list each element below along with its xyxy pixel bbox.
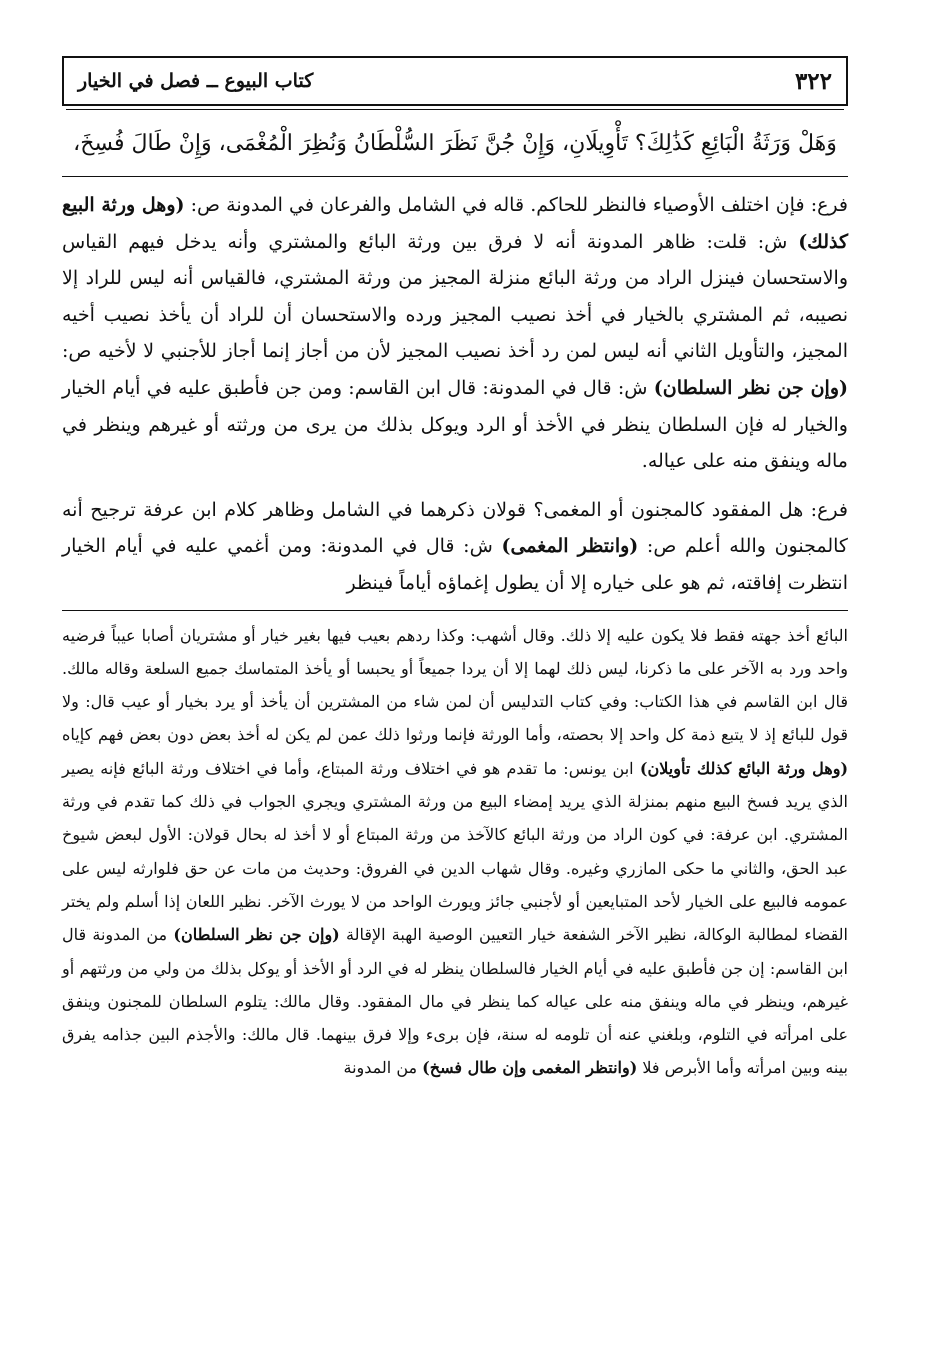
matn-quote: (وهل ورثة البائع كذلك تأويلان) [639,758,849,778]
page-number: ٣٢٢ [794,67,832,95]
footnote-paragraph [62,619,848,1085]
footnote-text: ابن يونس: ما تقدم هو في اختلاف ورثة المبتاع، وأما في اختلاف ورثة البائع فإنه يصير الذي يريد فسخ البيع منهم بمنزلة الذي يريد إمضاء البيع من ورثة المشتري ويجري الجواب في ذلك كما تقدم في ورثة المشتري. ابن عرفة: في كون الراد من ورثة البائع كالآخذ من ورثة المبتاع أو لا أخذ له بحال قولان: الأول لبعض شيوخ عبد الحق، والثاني ما حكى المازري وغيره. وقال شهاب الدين في الفروق: وحديث من مات عن حق فلوارثه ليس على عمومه فالبيع على الخيار لأحد المتبايعين أو لأجنبي جائز ويورث الواحد من لا يورث الآخر. نظير اللعان إذا أسلم ولم يختر القضاء لمطالبة الوكالة، نظير الآخر الشفعة خيار التعيين الوصية الهبة الإقالة [62,758,849,945]
commentary-text: ش: قلت: ظاهر المدونة أنه لا فرق بين ورثة البائع والمشتري وأنه يدخل فيهم القياس والاستحسان فينزل الراد من ورثة البائع منزلة المجيز من ورثة المشتري، فالقياس أنه ليس للراد إلا نصيبه، ثم المشتري بالخيار في أخذ نصيب المجيز ورده والاستحسان أن للراد أن يأخذ نصيب أخيه المجيز، والتأويل الثاني أنه ليس لمن رد أخذ نصيب المجيز لأن من أجاز إنما أجاز للأجنبي لا لأخيه ص: [62,230,848,363]
matn-divider [62,176,848,177]
matn-quote: (وإن جن نظر السلطان) [173,925,340,945]
matn-quote: (وهل ورثة البيع كذلك) [62,194,848,253]
page-header [62,56,848,106]
commentary-paragraph-1 [62,187,848,480]
matn-quote: (وانتظر المغمى وإن طال فسخ) [422,1058,638,1078]
matn-quote: (وإن جن نظر السلطان) [653,376,848,399]
commentary-text: فرع: فإن اختلف الأوصياء فالنظر للحاكم. قاله في الشامل والفرعان في المدونة ص: [184,194,848,216]
commentary-text: ش: قال في المدونة: قال ابن القاسم: ومن جن فأطبق عليه في أيام الخيار والخيار له فإن السلطان ينظر في الأخذ أو الرد ويوكل بذلك من يرى من ورثته أو غيرهم وينظر في ماله وينفق منه على عياله. [62,376,848,473]
footnote-text: من المدونة [343,1058,423,1078]
footnote-commentary [62,619,848,1085]
commentary-paragraph-2 [62,492,848,602]
footnote-text: البائع أخذ جهته فقط فلا يكون عليه إلا ذلك. وقال أشهب: وكذا ردهم بعيب فيها بغير خيار أو مشتريان أصابا عيباً فرضيه واحد ورد به الآخر على ما ذكرنا، ليس ذلك لهما إلا أن يردا جميعاً أو يحبسا أو يأخذ المتماسك جميع السلعة وقاله مالك. قال ابن القاسم في هذا الكتاب: وفي كتاب التدليس أن لمن شاء من المشترين أن يأخذ أو يرد بخيار أو عيب قال: ولا قول للبائع إذ لا يتبع ذمة كل واحد إلا بحصته، وأما الورثة فإنما ورثوا ذلك عمن لم يكن له أخذ بعض دون بعض فهم كإياه [62,625,848,745]
matn-quote: (وانتظر المغمى) [501,535,639,558]
running-title: كتاب البيوع ــ فصل في الخيار [78,70,314,92]
footnote-text: من المدونة قال ابن القاسم: إن جن فأطبق عليه في أيام الخيار فالسلطان ينظر له في الرد أو الأخذ أو يوكل بذلك من ولي من ورثتهم أو غيرهم، وينظر في ماله وينفق منه على عياله كما ينظر في مال المفقود. وقال مالك: يتلوم السلطان للمجنون وينفق على امرأته في التلوم، وبلغني عنه أن تلومه له سنة، فإن برىء وإلا فرق بينهما. قال مالك: والأجذم البين جذامه يفرق بينه وبين امرأته وأما الأبرص فلا [62,925,849,1078]
commentary [62,187,848,602]
footnote-divider [62,610,848,611]
matn-text: وَهَلْ وَرَثَةُ الْبَائِعِ كَذَٰلِكَ؟ تَأْوِيلَانِ، وَإِنْ جُنَّ نَظَرَ السُّلْطَانُ وَنُظِرَ الْمُغْمَى، وَإِنْ طَالَ فُسِخَ، [73,131,837,156]
commentary-text: فرع: هل المفقود كالمجنون أو المغمى؟ قولان ذكرهما في الشامل وظاهر كلام ابن عرفة ترجيح أنه كالمجنون والله أعلم ص: [62,498,848,558]
book-page [62,56,848,1085]
commentary-text: ش: قال في المدونة: ومن أغمي عليه في أيام الخيار انتظرت إفاقته، ثم هو على خياره إلا أن يطول إغماؤه أياماً فينظر [62,535,848,594]
